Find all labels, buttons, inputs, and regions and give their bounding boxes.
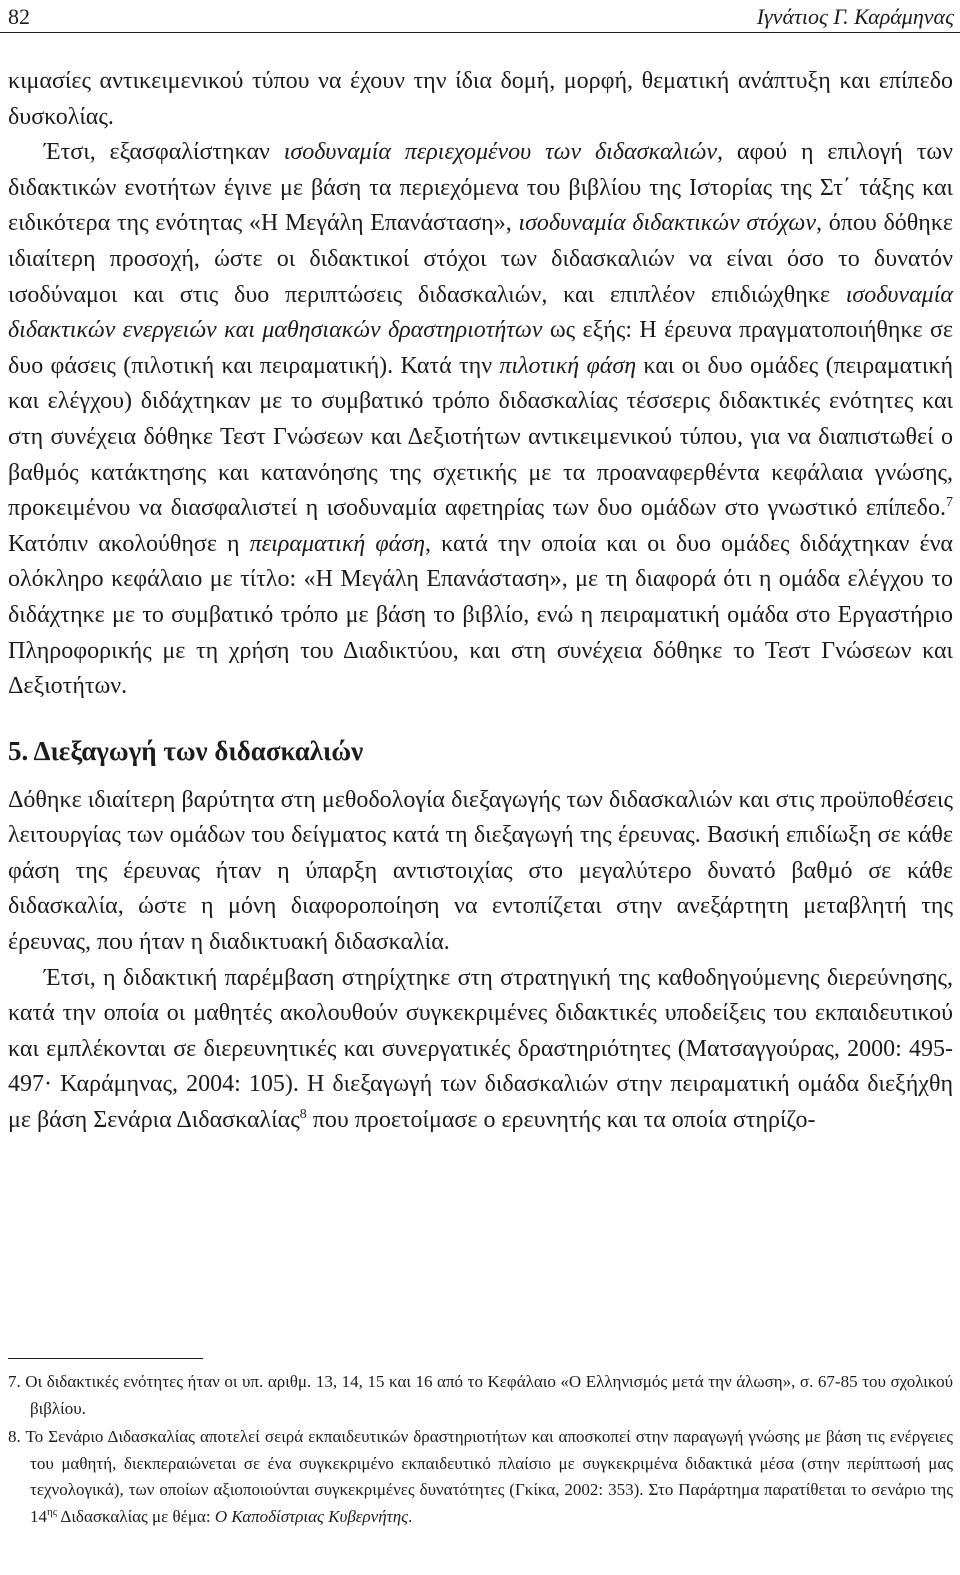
footnote-ref-8[interactable]: 8 [299, 1107, 307, 1123]
italic-run: πιλοτική φάση [499, 352, 637, 379]
footnote-rule [8, 1358, 203, 1359]
text-run: Έτσι, η διδακτική παρέμβαση στηρίχτηκε στη στρατηγική της καθοδηγούμενης διερεύνησης, κατά την οποία οι μαθητές ακολουθούν συγκεκριμένες διδακτικές υποδείξεις του εκπαιδευτικού και εμπλέκονται σε διερευνητικές και συνεργατικές δραστηριότητες (Ματσαγγούρας, 2000: 495-497· Καράμηνας, 2004: 105). Η διεξαγωγή των διδασκαλιών στην πειραματική ομάδα διεξήχθη με βάση Σενάρια Διδασκαλίας [8, 964, 953, 1134]
text-run: Έτσι, εξασφαλίστηκαν [44, 139, 284, 166]
footnote-ref-7[interactable]: 7 [946, 495, 953, 511]
body-text [8, 64, 953, 1139]
ordinal-suffix: ης [47, 1505, 58, 1518]
section-heading: 5. Διεξαγωγή των διδασκαλιών [8, 735, 364, 766]
text-run: Κατόπιν ακολούθησε η [8, 530, 250, 557]
paragraph-continued: κιμασίες αντικειμενικού τύπου να έχουν την ίδια δομή, μορφή, θεματική ανάπτυξη και επίπεδο δυσκολίας. [8, 68, 953, 130]
text-run: . [408, 1506, 413, 1526]
italic-run: ισοδυναμία διδακτικών στόχων, [518, 210, 822, 237]
italic-run: πειραματική φάση [249, 530, 425, 557]
running-head: Ιγνάτιος Γ. Καράμηνας [756, 4, 954, 29]
text-run: , αφού η επιλογή των διδακτικών ενοτήτων έγινε με βάση τα περιεχόμενα του βιβλίου της Ιστορίας της Στ΄ τάξης και ειδικότερα της ενότητας «Η Μεγάλη Επανάσταση», [8, 139, 953, 237]
footnote-7: 7. Οι διδακτικές ενότητες ήταν οι υπ. αριθμ. 13, 14, 15 και 16 από το Κεφάλαιο «Ο Ελληνισμός μετά την άλωση», σ. 67-85 του σχολικού βιβλίου. [8, 1372, 953, 1418]
text-run: , κατά την οποία και οι δυο ομάδες διδάχτηκαν ένα ολόκληρο κεφάλαιο με τίτλο: «Η Μεγάλη Επανάσταση», με τη διαφορά ότι η ομάδα ελέγχου το διδάχτηκε με το συμβατικό τρόπο με βάση το βιβλίο, ενώ η πειραματική ομάδα στο Εργαστήριο Πληροφορικής με τη χρήση του Διαδικτύου, και στη συνέχεια δόθηκε το Τεστ Γνώσεων και Δεξιοτήτων. [8, 530, 954, 700]
page-number: 82 [8, 4, 30, 29]
text-run: ως εξής: Η έρευνα πραγματοποιήθηκε σε δυο φάσεις (πιλοτική και πειραματική). Κατά την [8, 317, 954, 379]
header-rule [0, 32, 960, 33]
italic-run: ισοδυναμία διδακτικών ενεργειών και μαθησιακών δραστηριοτήτων [8, 281, 953, 344]
paragraph-methodology: Δόθηκε ιδιαίτερη βαρύτητα στη μεθοδολογία διεξαγωγής των διδασκαλιών και στις προϋποθέσεις λειτουργίας των ομάδων του δείγματος κατά τη διεξαγωγή της έρευνας. Βασική επιδίωξη σε κάθε φάση της έρευνας ήταν η ύπαρξη αντιστοιχίας στο μεγαλύτερο δυνατό βαθμό σε κάθε διδασκαλία, ώστε η μόνη διαφοροποίηση να εντοπίζεται στην ανεξάρτητη μεταβλητή της έρευνας, που ήταν η διαδικτυακή διδασκαλία. [8, 786, 953, 956]
page-header [0, 0, 960, 34]
paragraph-intervention [8, 961, 953, 1139]
text-run: που προετοίμασε ο ερευνητής και τα οποία στηρίζο- [306, 1107, 816, 1134]
footnotes [8, 1358, 953, 1530]
text-run: όπου δόθηκε ιδιαίτερη προσοχή, ώστε οι διδακτικοί στόχοι των διδασκαλιών να είναι όσο το δυνατόν ισοδύναμοι και στις δυο περιπτώσεις διδασκαλιών, και επιπλέον επιδιώχθηκε [8, 210, 953, 308]
text-run: Διδασκαλίας με θέμα: [57, 1506, 215, 1526]
italic-run: Ο Καποδίστριας Κυβερνήτης [214, 1506, 409, 1526]
text-run: 8. Το Σενάριο Διδασκαλίας αποτελεί σειρά εκπαιδευτικών δραστηριοτήτων και αποσκοπεί στην παραγωγή γνώσης με βάση τις ενέργειες του μαθητή, διεκπεραιώνεται σε ένα συγκεκριμένο εκπαιδευτικό πλαίσιο με συγκεκριμένα διδακτικά μέσα (στην περίπτωσή μας τεχνολογικά), των οποίων αξιοποιούνται συγκεκριμένες δυνατότητες (Γκίκα, 2002: 353). Στο Παράρτημα παρατίθεται το σενάριο της 14 [8, 1427, 953, 1526]
text-run: και οι δυο ομάδες (πειραματική και ελέγχου) διδάχτηκαν με το συμβατικό τρόπο διδασκαλίας τέσσερις διδακτικές ενότητες και στη συνέχεια δόθηκε Τεστ Γνώσεων και Δεξιοτήτων αντικειμενικού τύπου, για να διαπιστωθεί ο βαθμός κατάκτησης και κατανόησης της σχετικής με τα προαναφερθέντα κεφάλαια γνώσης, προκειμένου να διασφαλιστεί η ισοδυναμία αφετηρίας των δυο ομάδων στο γνωστικό επίπεδο. [8, 352, 954, 522]
paragraph-equivalence [8, 135, 953, 705]
footnote-8 [8, 1424, 953, 1530]
italic-run: ισοδυναμία περιεχομένου των διδασκαλιών [283, 139, 718, 166]
